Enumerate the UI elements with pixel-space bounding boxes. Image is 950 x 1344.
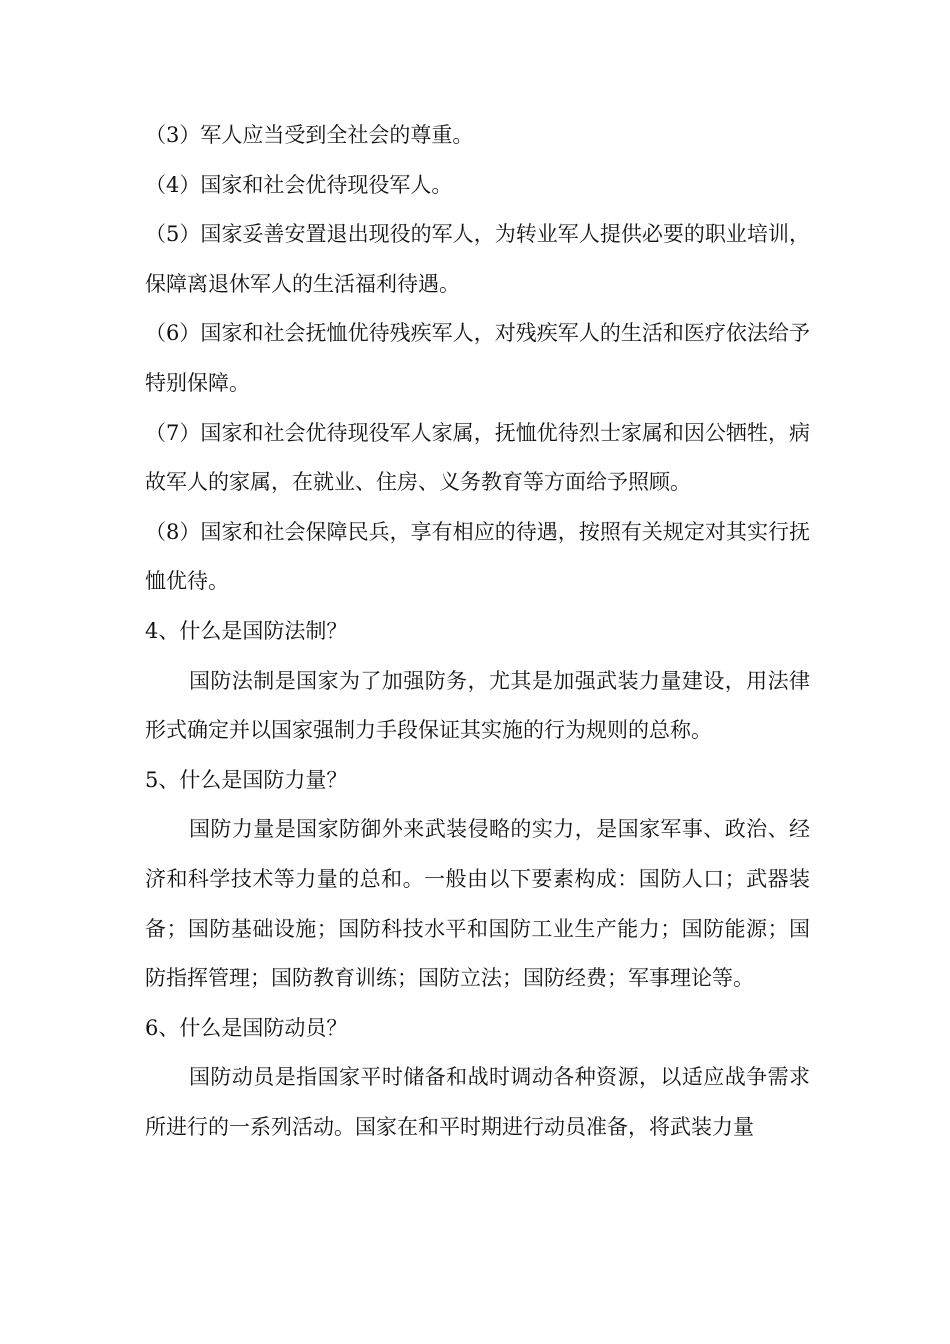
section-heading-q4: 4、什么是国防法制？ [145, 618, 348, 643]
section-body-q4: 国防法制是国家为了加强防务，尤其是加强武装力量建设，用法律形式确定并以国家强制力手段保证其实施的行为规则的总称。 [145, 668, 810, 743]
section-body-q6: 国防动员是指国家平时储备和战时调动各种资源，以适应战争需求所进行的一系列活动。国家在和平时期进行动员准备，将武装力量 [145, 1065, 810, 1139]
list-item: （3）军人应当受到全社会的尊重。 [145, 123, 474, 147]
list-item: （5）国家妥善安置退出现役的军人，为转业军人提供必要的职业培训，保障离退休军人的生活福利待遇。 [145, 222, 810, 296]
list-item: （8）国家和社会保障民兵，享有相应的待遇，按照有关规定对其实行抚恤优待。 [145, 519, 810, 594]
section-body-q5: 国防力量是国家防御外来武装侵略的实力，是国家军事、政治、经济和科学技术等力量的总和。一般由以下要素构成：国防人口；武器装备；国防基础设施；国防科技水平和国防工业生产能力；国防能源；国防指挥管理；国防教育训练；国防立法；国防经费；军事理论等。 [145, 817, 810, 991]
document-body [145, 111, 810, 1152]
section-heading-q6: 6、什么是国防动员？ [145, 1015, 348, 1040]
list-item: （6）国家和社会抚恤优待残疾军人，对残疾军人的生活和医疗依法给予特别保障。 [145, 321, 810, 395]
list-item: （7）国家和社会优待现役军人家属，抚恤优待烈士家属和因公牺牲，病故军人的家属，在就业、住房、义务教育等方面给予照顾。 [145, 420, 810, 495]
section-heading-q5: 5、什么是国防力量？ [145, 767, 348, 792]
list-item: （4）国家和社会优待现役军人。 [145, 172, 453, 197]
